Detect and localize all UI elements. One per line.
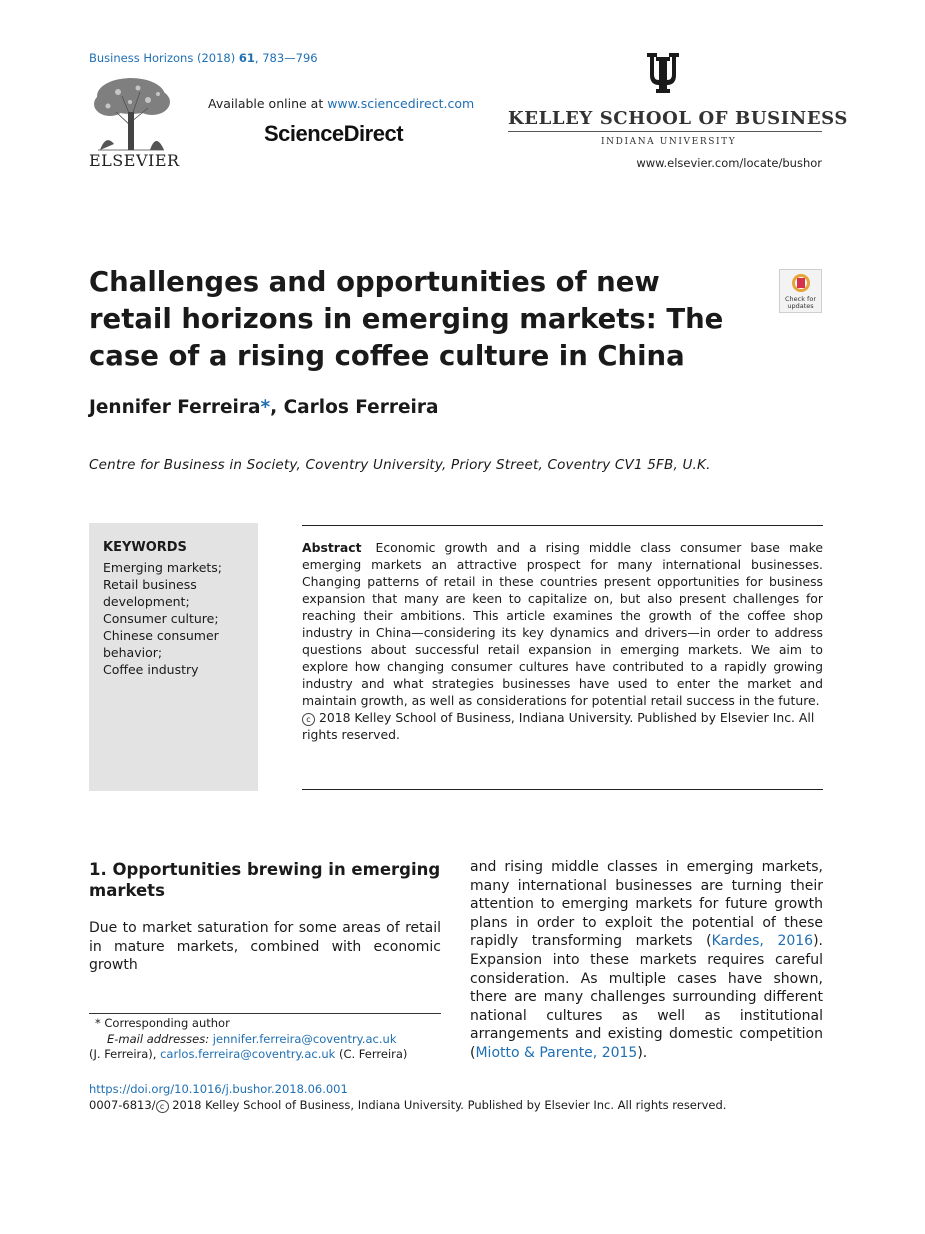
iu-trident-icon (645, 51, 681, 93)
email-link[interactable]: carlos.ferreira@coventry.ac.uk (160, 1047, 336, 1062)
doi-link[interactable]: https://doi.org/10.1016/j.bushor.2018.06.001 (89, 1082, 348, 1096)
section-heading: 1. Opportunities brewing in emerging markets (89, 860, 441, 900)
badge-text (780, 296, 821, 310)
journal-reference[interactable] (89, 51, 318, 65)
issn-copyright (89, 1098, 726, 1113)
journal-url[interactable]: www.elsevier.com/locate/bushor (636, 156, 822, 170)
body-paragraph-left: Due to market saturation for some areas of retail in mature markets, combined with economic growth (89, 920, 441, 974)
bookmark-icon (797, 278, 805, 288)
footnote-line (89, 1047, 441, 1063)
footnote-line (89, 1016, 441, 1032)
issn: 0007-6813/ (89, 1098, 156, 1112)
keyword-item: Retail business development; (103, 577, 197, 609)
abstract (302, 539, 823, 709)
author-1: Jennifer Ferreira (89, 397, 261, 418)
kelley-subtitle: INDIANA UNIVERSITY (601, 137, 737, 147)
abstract-copyright (302, 709, 823, 743)
citation-link[interactable]: Kardes, 2016 (711, 933, 814, 950)
body-paragraph-right (470, 858, 823, 1063)
body-text: ). (637, 1044, 648, 1061)
available-online (208, 96, 474, 111)
available-prefix: Available online at (208, 96, 328, 111)
kelley-divider (508, 131, 822, 132)
author-name-note: (C. Ferreira) (335, 1047, 408, 1062)
copyright-icon: c (156, 1100, 169, 1113)
badge-line2: updates (787, 302, 814, 310)
article-title: Challenges and opportunities of new retail horizons in emerging markets: The case of a rising coffee culture in China (89, 266, 724, 372)
citation-link[interactable]: Miotto & Parente, 2015 (475, 1044, 638, 1061)
keyword-item: Consumer culture; (103, 611, 219, 626)
author-separator: , (270, 397, 284, 418)
kelley-school-name: KELLEY SCHOOL OF BUSINESS (508, 108, 848, 129)
elsevier-tree-logo (88, 74, 174, 152)
author-name-note: (J. Ferreira), (89, 1047, 161, 1062)
footnote-line (89, 1032, 441, 1048)
journal-name: Business Horizons (2018) (89, 51, 236, 65)
affiliation: Centre for Business in Society, Coventry University, Priory Street, Coventry CV1 5FB, U.K. (89, 457, 711, 473)
author-list (89, 397, 438, 418)
copyright-text: 2018 Kelley School of Business, Indiana University. Published by Elsevier Inc. All rights reserved. (302, 710, 815, 742)
check-for-updates-badge[interactable] (779, 269, 822, 313)
issn-copyright-text: 2018 Kelley School of Business, Indiana University. Published by Elsevier Inc. All rights reserved. (168, 1098, 727, 1112)
email-label: E-mail addresses: (107, 1031, 210, 1046)
author-2: Carlos Ferreira (283, 397, 439, 418)
sciencedirect-link[interactable]: www.sciencedirect.com (327, 96, 475, 111)
keywords-box (89, 523, 258, 791)
body-text: and rising middle classes in emerging markets, many international businesses are turning their attention to emerging markets for future growth plans in order to exploit the potential of these rapidly transforming markets ( (470, 859, 823, 950)
corresponding-label: Corresponding author (104, 1016, 230, 1030)
journal-pages: , 783—796 (254, 51, 318, 65)
abstract-text: Economic growth and a rising middle class consumer base make emerging markets an attractive prospect for many international businesses. Changing patterns of retail in these countries present opportunities for business expansion that many are keen to capitalize on, but also present challenges for reaching their ambitions. This article examines the growth of the coffee shop industry in China—considering its key dynamics and drivers—in order to address questions about successful retail expansion in emerging markets. We aim to explore how changing consumer cultures have contributed to a rapidly growing industry and what strategies businesses have used to enter the market and maintain growth, as well as considerations for potential retail success in the future. (302, 540, 823, 708)
journal-volume: 61 (238, 51, 255, 65)
copyright-icon: c (302, 713, 315, 726)
body-text: ). Expansion into these markets requires careful consideration. As multiple cases have shown, there are many challenges surrounding different national cultures as well as institutional arrangements and existing domestic competition ( (470, 933, 823, 1061)
email-link[interactable]: jennifer.ferreira@coventry.ac.uk (212, 1031, 397, 1046)
footnote-rule (89, 1013, 441, 1014)
sciencedirect-logo: ScienceDirect (264, 121, 404, 146)
keyword-item: Emerging markets; (103, 560, 223, 575)
keyword-item: Coffee industry (103, 662, 199, 677)
keyword-item: Chinese consumer behavior; (103, 628, 219, 660)
abstract-label: Abstract (302, 540, 362, 555)
badge-line1: Check for (785, 295, 816, 303)
abstract-top-rule (302, 525, 823, 526)
abstract-bottom-rule (302, 789, 823, 790)
elsevier-wordmark: ELSEVIER (89, 151, 180, 170)
keywords-heading: KEYWORDS (103, 540, 187, 555)
footnote-mark: * (95, 1016, 101, 1030)
corresponding-author-link[interactable]: * (260, 397, 271, 418)
footnote (89, 1016, 441, 1063)
keywords-list (103, 559, 253, 678)
